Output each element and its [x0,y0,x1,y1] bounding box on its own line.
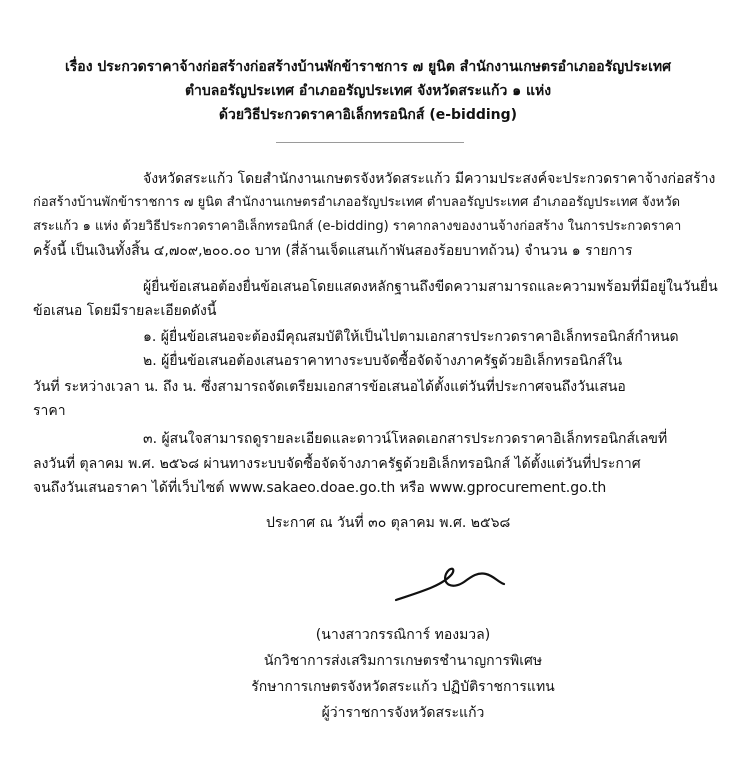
item-2-line-3: ราคา [33,403,66,419]
title-line-2: ตำบลอรัญประเทศ อำเภออรัญประเทศ จังหวัดสระแก้ว ๑ แห่ง [184,83,552,99]
signer-position-2: รักษาการเกษตรจังหวัดสระแก้ว ปฏิบัติราชการแทน [251,679,555,695]
item-3-line-2: ลงวันที่ ตุลาคม พ.ศ. ๒๕๖๘ ผ่านทางระบบจัดซื้อจัดจ้างภาครัฐด้วยอิเล็กทรอนิกส์ ได้ตั้งแต่วันที่ประกาศ [33,456,641,472]
item-1: ๑. ผู้ยื่นข้อเสนอจะต้องมีคุณสมบัติให้เป็นไปตามเอกสารประกวดราคาอิเล็กทรอนิกส์กำหนด [143,329,679,345]
title-line-3: ด้วยวิธีประกวดราคาอิเล็กทรอนิกส์ (e-bidding) [218,107,518,123]
item-2-line-2: วันที่ ระหว่างเวลา น. ถึง น. ซึ่งสามารถจัดเตรียมเอกสารข้อเสนอได้ตั้งแต่วันที่ประกาศจนถึงวันเสนอ [33,379,626,395]
title-divider [276,142,464,143]
intro-line-1: จังหวัดสระแก้ว โดยสำนักงานเกษตรจังหวัดสระแก้ว มีความประสงค์จะประกวดราคาจ้างก่อสร้าง [143,171,716,187]
signature-mark [390,560,510,615]
intro-line-2: ก่อสร้างบ้านพักข้าราชการ ๗ ยูนิต สำนักงานเกษตรอำเภออรัญประเทศ ตำบลอรัญประเทศ อำเภออรัญประเทศ จังหวัด [33,195,681,210]
item-3-line-3: จนถึงวันเสนอราคา ได้ที่เว็บไซต์ www.sakaeo.doae.go.th หรือ www.gprocurement.go.th [33,480,607,496]
item-2-line-1: ๒. ผู้ยื่นข้อเสนอต้องเสนอราคาทางระบบจัดซื้อจัดจ้างภาครัฐด้วยอิเล็กทรอนิกส์ใน [143,353,623,369]
signer-position-3: ผู้ว่าราชการจังหวัดสระแก้ว [321,705,485,721]
qualification-line-1: ผู้ยื่นข้อเสนอต้องยื่นข้อเสนอโดยแสดงหลักฐานถึงขีดความสามารถและความพร้อมที่มีอยู่ในวันยื่น [143,279,718,295]
announcement-date: ประกาศ ณ วันที่ ๓๐ ตุลาคม พ.ศ. ๒๕๖๘ [266,515,511,531]
item-3-line-1: ๓. ผู้สนใจสามารถดูรายละเอียดและดาวน์โหลดเอกสารประกวดราคาอิเล็กทรอนิกส์เลขที่ [143,431,668,447]
intro-line-4: ครั้งนี้ เป็นเงินทั้งสิ้น ๔,๗๐๙,๒๐๐.๐๐ บาท (สี่ล้านเจ็ดแสนเก้าพันสองร้อยบาทถ้วน) จำนวน ๑ รายการ [33,243,633,259]
signer-name: (นางสาวกรรณิการ์ ทองมวล) [315,627,491,643]
qualification-line-2: ข้อเสนอ โดยมีรายละเอียดดังนี้ [33,303,217,319]
signer-position-1: นักวิชาการส่งเสริมการเกษตรชำนาญการพิเศษ [263,653,543,669]
title-line-1: เรื่อง ประกวดราคาจ้างก่อสร้างก่อสร้างบ้านพักข้าราชการ ๗ ยูนิต สำนักงานเกษตรอำเภออรัญประเทศ [65,59,671,75]
intro-line-3: สระแก้ว ๑ แห่ง ด้วยวิธีประกวดราคาอิเล็กทรอนิกส์ (e-bidding) ราคากลางของงานจ้างก่อสร้าง ในการประกวดราคา [33,219,682,234]
